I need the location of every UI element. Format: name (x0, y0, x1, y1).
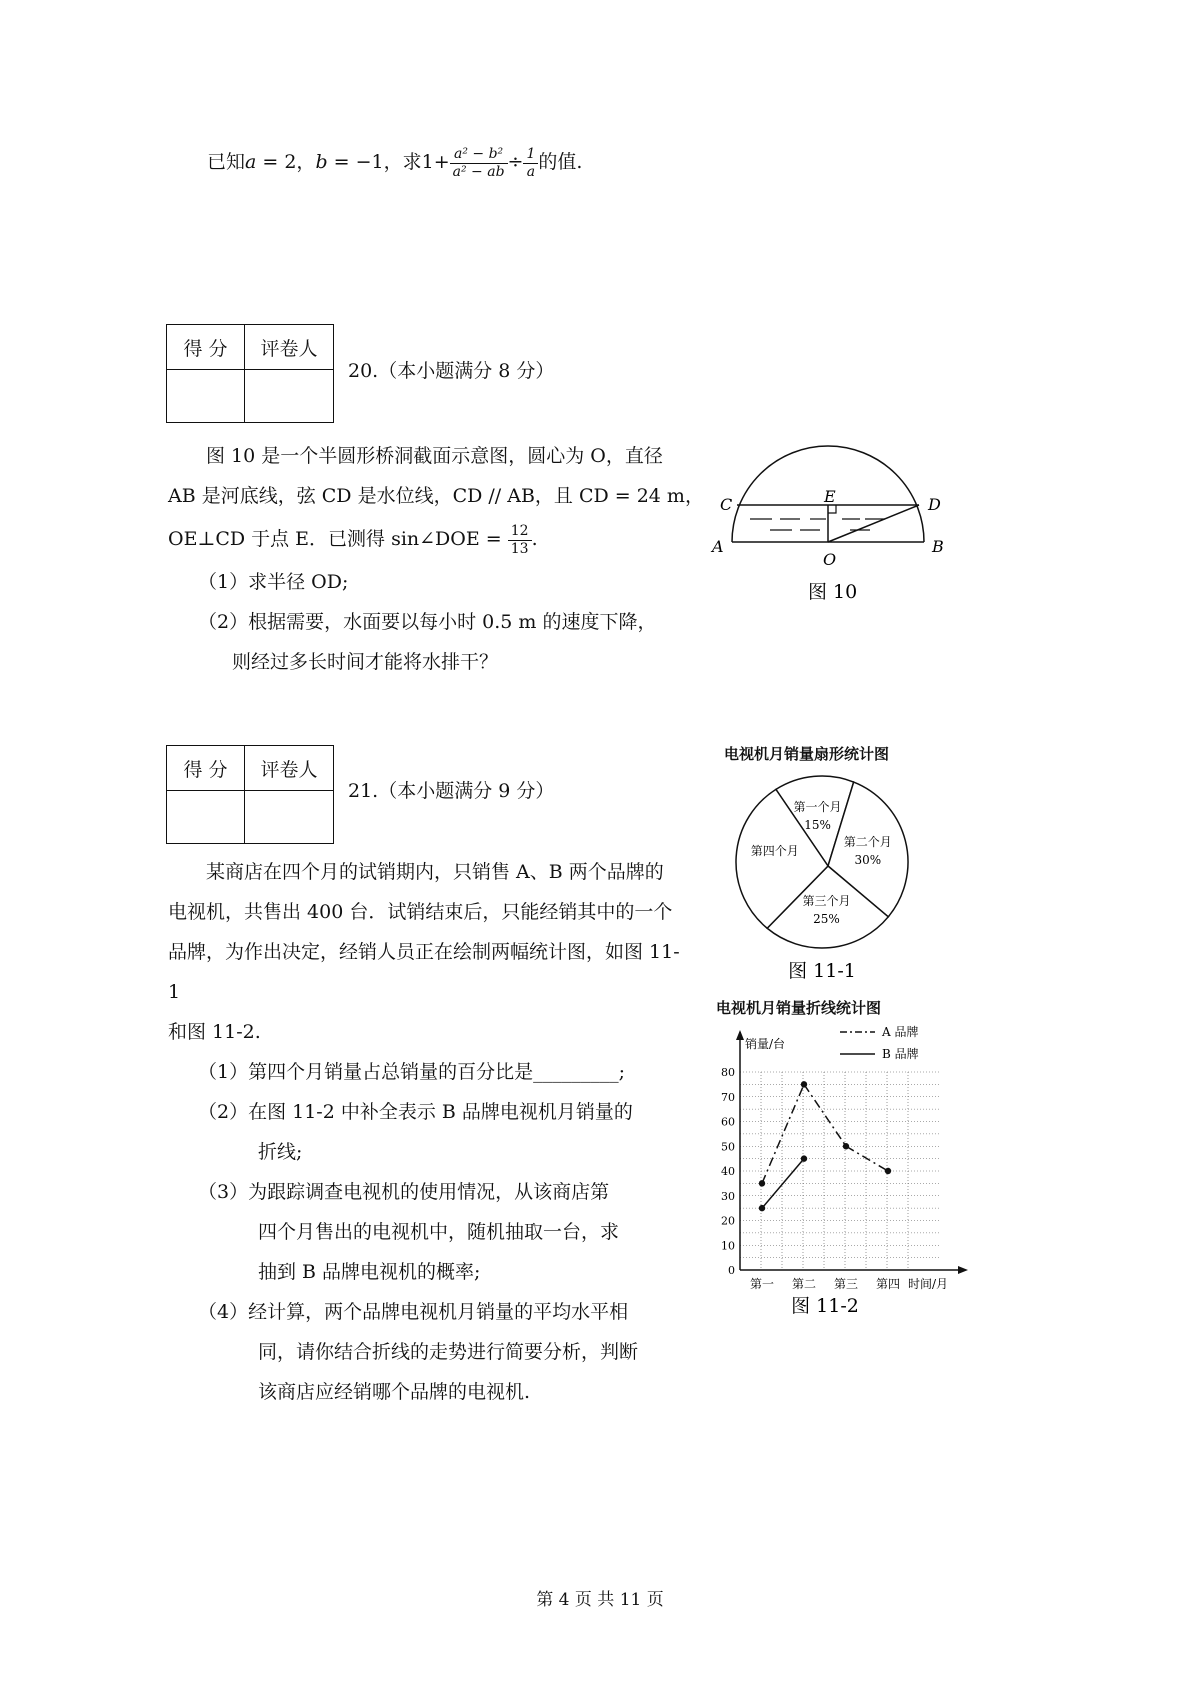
q20-heading: 20.（本小题满分 8 分） (348, 360, 555, 382)
y-axis-label: 销量/台 (745, 1037, 786, 1051)
q20-sub1: （1）求半径 OD; (198, 571, 349, 593)
q20-line: 图 10 是一个半圆形桥洞截面示意图，圆心为 O，直径 (206, 445, 663, 467)
x-tick-label: 第四 (875, 1277, 901, 1291)
q21-sub4c: 该商店应经销哪个品牌的电视机. (258, 1381, 531, 1403)
label-o: O (823, 550, 837, 569)
q19-expression (207, 140, 582, 184)
var-a: a (245, 151, 257, 173)
data-point (885, 1168, 891, 1174)
q21-line: 和图 11-2. (168, 1021, 261, 1043)
q20-body (168, 436, 708, 682)
data-point (759, 1205, 765, 1211)
series-segment (804, 1084, 846, 1146)
score-cell[interactable] (167, 791, 245, 844)
q19-frac2-num: 1 (523, 146, 538, 163)
segment-od (828, 505, 919, 542)
score-header: 得 分 (167, 746, 245, 791)
y-axis-arrow (736, 1030, 744, 1040)
q21-line: 某商店在四个月的试销期内，只销售 A、B 两个品牌的 (206, 861, 664, 883)
line-chart (700, 1020, 970, 1320)
legend-label: A 品牌 (882, 1025, 919, 1039)
label-c: C (720, 495, 733, 514)
score-header: 得 分 (167, 325, 245, 370)
q20-sub2b: 则经过多长时间才能将水排干？ (232, 651, 499, 673)
q20-line: AB 是河底线，弦 CD 是水位线，CD // AB，且 CD = 24 m， (168, 485, 704, 507)
grader-cell[interactable] (245, 370, 334, 423)
legend-label: B 品牌 (882, 1047, 919, 1061)
y-tick-label: 20 (721, 1214, 735, 1228)
y-tick-label: 50 (721, 1140, 735, 1154)
q19-frac1-num: a² − b² (450, 146, 508, 163)
pie-slice-percent: 15% (804, 817, 831, 832)
line-chart-caption: 图 11-2 (791, 1295, 859, 1317)
data-point (759, 1180, 765, 1186)
pie-chart-title: 电视机月销量扇形统计图 (724, 745, 890, 763)
q20-sin-fraction (508, 523, 532, 556)
pie-chart (720, 772, 920, 992)
var-b: b (315, 151, 328, 173)
label-b: B (932, 537, 944, 556)
q19-frac2-den: a (526, 163, 536, 180)
q20-line-sin (168, 516, 708, 562)
q19-prefix: 已知 (207, 151, 246, 173)
x-tick-label: 第一 (749, 1277, 775, 1291)
data-point (843, 1143, 849, 1149)
label-a: A (712, 537, 724, 556)
x-axis-label: 时间/月 (908, 1277, 949, 1291)
q20-sin-num: 12 (508, 523, 532, 540)
y-tick-label: 70 (721, 1090, 735, 1104)
pie-caption: 图 11-1 (788, 960, 856, 982)
q19-divide: ÷ (507, 151, 524, 173)
q21-body (168, 852, 688, 1412)
pie-slice-label: 第一个月 (793, 799, 842, 814)
line-chart-title: 电视机月销量折线统计图 (716, 999, 882, 1017)
q20-sin-den: 13 (510, 540, 529, 557)
y-tick-label: 30 (721, 1189, 735, 1203)
y-tick-label: 80 (721, 1066, 735, 1079)
q19-fraction-1 (450, 146, 508, 179)
q19-a-value: = 2， (256, 151, 316, 173)
y-tick-label: 10 (721, 1239, 735, 1253)
label-d: D (928, 495, 941, 514)
score-table-q21 (166, 745, 334, 844)
q21-line: 电视机，共售出 400 台．试销结束后，只能经销其中的一个 (168, 901, 673, 923)
water-ripples (750, 519, 885, 530)
figure-10 (700, 430, 960, 610)
y-tick-label: 0 (728, 1264, 735, 1277)
score-cell[interactable] (167, 370, 245, 423)
grader-header: 评卷人 (245, 746, 334, 791)
x-tick-label: 第二 (791, 1277, 817, 1291)
pie-slice-label: 第四个月 (750, 844, 799, 859)
x-axis-arrow (958, 1266, 968, 1274)
y-tick-label: 60 (721, 1115, 735, 1129)
q21-heading: 21.（本小题满分 9 分） (348, 780, 555, 802)
grader-header: 评卷人 (245, 325, 334, 370)
q21-sub3a: （3）为跟踪调查电视机的使用情况，从该商店第 (198, 1181, 610, 1203)
q20-sin-end: . (531, 528, 538, 550)
q19-frac1-den: a² − ab (452, 163, 505, 180)
q20-sub2a: （2）根据需要，水面要以每小时 0.5 m 的速度下降， (198, 611, 657, 633)
q20-line: OE⊥CD 于点 E．已测得 sin∠DOE = (168, 528, 502, 550)
q21-sub4a: （4）经计算，两个品牌电视机月销量的平均水平相 (198, 1301, 629, 1323)
q19-suffix: 的值. (538, 151, 583, 173)
page-footer: 第 4 页 共 11 页 (536, 1590, 664, 1610)
q19-b-value: = −1，求 (327, 151, 422, 173)
q19-one-plus: 1+ (421, 151, 450, 173)
q21-line: 品牌，为作出决定，经销人员正在绘制两幅统计图，如图 11-1 (168, 941, 680, 1003)
q21-sub3b: 四个月售出的电视机中，随机抽取一台，求 (258, 1221, 620, 1243)
pie-slice-percent: 25% (813, 912, 840, 927)
data-point (801, 1081, 807, 1087)
q21-sub4b: 同，请你结合折线的走势进行简要分析，判断 (258, 1341, 639, 1363)
right-angle-mark (828, 505, 836, 513)
q21-sub2a: （2）在图 11-2 中补全表示 B 品牌电视机月销量的 (198, 1101, 633, 1123)
data-point (801, 1155, 807, 1161)
score-table-q20 (166, 324, 334, 423)
label-e: E (824, 487, 836, 506)
grader-cell[interactable] (245, 791, 334, 844)
pie-slice-percent: 30% (854, 853, 882, 868)
q21-sub2b: 折线; (258, 1141, 303, 1163)
pie-slice-label: 第三个月 (802, 894, 851, 909)
y-tick-label: 40 (721, 1165, 735, 1178)
q21-sub1: （1）第四个月销量占总销量的百分比是_________; (198, 1061, 625, 1083)
q19-fraction-2 (523, 146, 538, 179)
q21-sub3c: 抽到 B 品牌电视机的概率; (258, 1261, 481, 1283)
figure-10-caption: 图 10 (808, 581, 858, 603)
x-tick-label: 第三 (833, 1277, 859, 1291)
pie-slice-label: 第二个月 (843, 835, 892, 850)
